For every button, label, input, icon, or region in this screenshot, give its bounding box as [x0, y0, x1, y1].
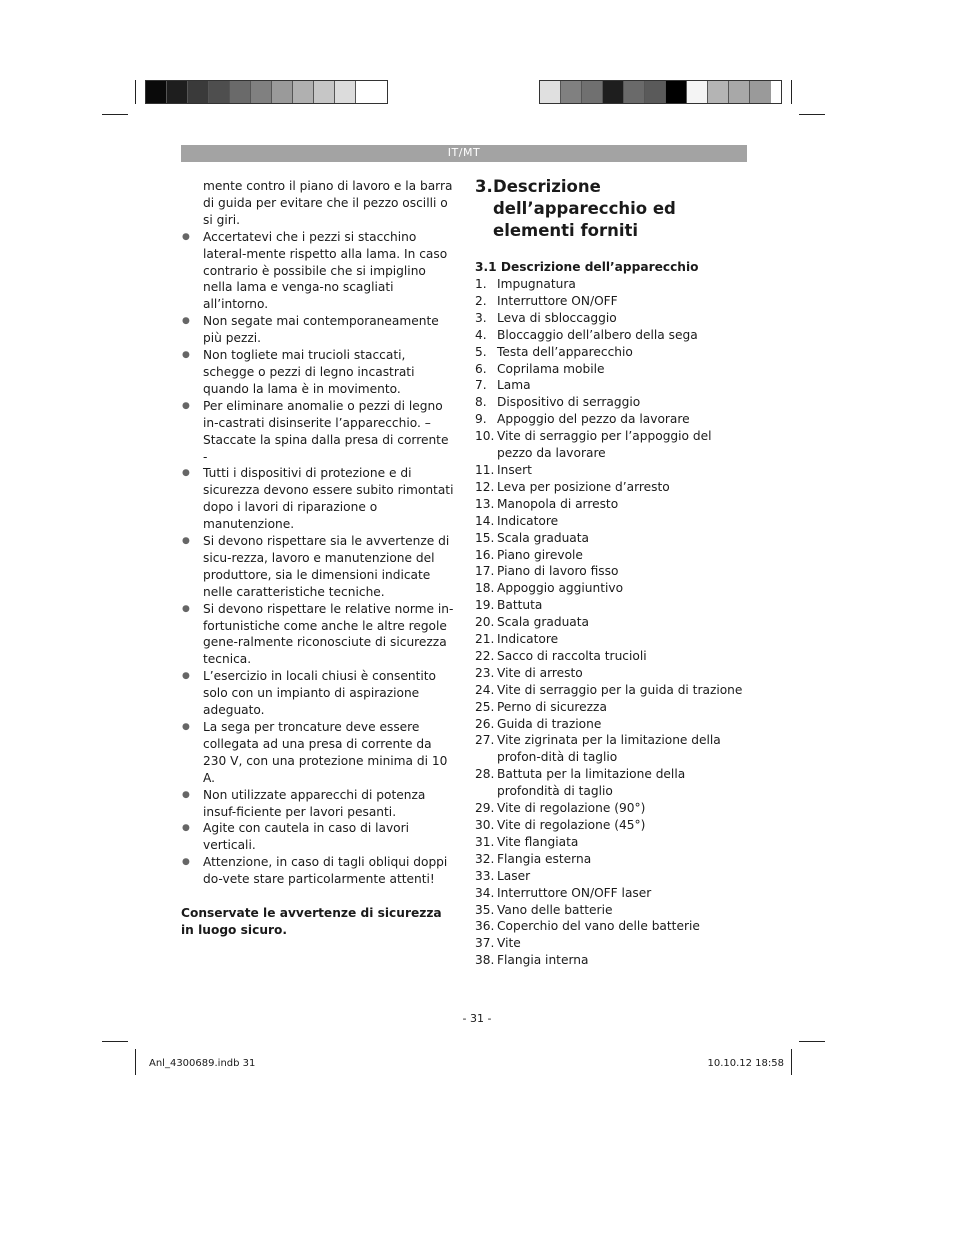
part-label: Vano delle batterie — [497, 902, 613, 917]
part-number: 9. — [475, 412, 487, 427]
parts-list-item — [475, 547, 750, 564]
parts-list-item — [475, 885, 750, 902]
part-number: 36. — [475, 919, 495, 934]
crop-mark — [135, 1049, 136, 1075]
part-label: Impugnatura — [497, 277, 576, 291]
file-info: Anl_4300689.indb 31 — [149, 1058, 256, 1069]
color-swatch — [582, 81, 603, 103]
parts-list-item — [475, 513, 750, 530]
part-number: 12. — [475, 479, 495, 494]
safety-bullet-item — [181, 313, 456, 347]
section-title: Descrizione dell’apparecchio ed elementi forniti — [493, 177, 676, 240]
color-calibration-bar-right — [539, 80, 782, 104]
language-code: IT/MT — [447, 146, 481, 159]
part-number: 27. — [475, 733, 495, 748]
crop-mark — [102, 114, 128, 115]
part-number: 2. — [475, 293, 487, 308]
part-label: Indicatore — [497, 632, 559, 647]
color-swatch — [750, 81, 771, 103]
safety-bullet-item — [181, 465, 456, 533]
parts-list-item — [475, 496, 750, 513]
part-number: 4. — [475, 327, 487, 342]
color-swatch — [561, 81, 582, 103]
part-label: Vite zigrinata per la limitazione della profon-dità di taglio — [497, 733, 721, 765]
part-label: Coprilama mobile — [497, 361, 605, 376]
safety-bullet-item — [181, 719, 456, 787]
part-label: Interruttore ON/OFF laser — [497, 885, 652, 900]
part-label: Vite di regolazione (90°) — [497, 801, 646, 816]
parts-list-item — [475, 817, 750, 834]
part-label: Appoggio aggiuntivo — [497, 581, 624, 596]
parts-list-item — [475, 462, 750, 479]
color-swatch — [335, 81, 356, 103]
parts-list-item — [475, 952, 750, 969]
parts-list-item — [475, 428, 750, 462]
bullet-icon: ● — [182, 671, 190, 682]
part-number: 26. — [475, 716, 495, 731]
part-number: 22. — [475, 648, 495, 663]
part-number: 13. — [475, 496, 495, 511]
parts-list-item — [475, 276, 750, 293]
parts-list-item — [475, 732, 750, 766]
crop-mark — [135, 80, 136, 104]
part-label: Scala graduata — [497, 615, 590, 630]
color-swatch — [729, 81, 750, 103]
part-number: 23. — [475, 665, 495, 680]
color-calibration-bar-left — [145, 80, 388, 104]
part-label: Battuta per la limitazione della profondità di taglio — [497, 767, 686, 799]
color-swatch — [230, 81, 251, 103]
part-number: 33. — [475, 868, 495, 883]
part-number: 6. — [475, 361, 487, 376]
color-swatch — [209, 81, 230, 103]
parts-list-item — [475, 563, 750, 580]
bullet-text: Si devono rispettare sia le avvertenze di sicu-rezza, lavoro e manutenzione del produttore, sia le dimensioni indicate nelle caratteristiche tecniche. — [203, 534, 450, 599]
part-number: 19. — [475, 598, 495, 613]
safety-bullet-item — [181, 668, 456, 719]
parts-list-item — [475, 631, 750, 648]
section-heading — [475, 176, 750, 242]
keep-instructions-note: Conservate le avvertenze di sicurezza in luogo sicuro. — [181, 906, 442, 937]
color-swatch — [624, 81, 645, 103]
color-swatch — [146, 81, 167, 103]
color-swatch — [167, 81, 188, 103]
parts-list-item — [475, 293, 750, 310]
color-swatch — [293, 81, 314, 103]
parts-list-item — [475, 902, 750, 919]
continued-text: mente contro il piano di lavoro e la barra di guida per evitare che il pezzo oscilli o si giri. — [203, 179, 453, 227]
parts-list-item — [475, 597, 750, 614]
safety-bullet-item — [181, 787, 456, 821]
bullet-icon: ● — [182, 789, 190, 800]
safety-bullet-item — [181, 229, 456, 314]
safety-bullet-list — [181, 229, 456, 888]
part-label: Insert — [497, 462, 532, 477]
parts-list-item — [475, 377, 750, 394]
part-label: Battuta — [497, 598, 543, 613]
part-number: 14. — [475, 513, 495, 528]
color-swatch — [666, 81, 687, 103]
bullet-text: Attenzione, in caso di tagli obliqui doppi do-vete stare particolarmente attenti! — [203, 855, 448, 887]
part-label: Lama — [497, 378, 531, 393]
part-label: Perno di sicurezza — [497, 699, 607, 714]
color-swatch — [356, 81, 377, 103]
crop-mark — [791, 1049, 792, 1075]
part-label: Vite di serraggio per la guida di trazione — [497, 682, 743, 697]
part-label: Testa dell’apparecchio — [497, 344, 633, 359]
part-label: Sacco di raccolta trucioli — [497, 648, 647, 663]
page-number: - 31 - — [462, 1012, 492, 1025]
language-header-band — [181, 145, 747, 162]
part-label: Dispositivo di serraggio — [497, 395, 641, 410]
bullet-icon: ● — [182, 468, 190, 479]
part-number: 7. — [475, 378, 487, 393]
part-label: Interruttore ON/OFF — [497, 293, 618, 308]
part-label: Vite — [497, 936, 521, 951]
safety-bullet-item — [181, 347, 456, 398]
parts-list-item — [475, 800, 750, 817]
part-number: 38. — [475, 953, 495, 968]
parts-list-item — [475, 310, 750, 327]
parts-list-item — [475, 851, 750, 868]
color-swatch — [603, 81, 624, 103]
bullet-icon: ● — [182, 603, 190, 614]
bullet-text: Per eliminare anomalie o pezzi di legno in-castrati disinserite l’apparecchio. – Staccate la spina dalla presa di corrente - — [203, 398, 449, 464]
part-label: Vite flangiata — [497, 834, 579, 849]
part-label: Piano di lavoro fisso — [497, 564, 619, 579]
color-swatch — [188, 81, 209, 103]
bullet-text: Non segate mai contemporaneamente più pezzi. — [203, 314, 439, 346]
part-number: 32. — [475, 851, 495, 866]
part-number: 15. — [475, 530, 495, 545]
crop-mark — [791, 80, 792, 104]
parts-list-item — [475, 394, 750, 411]
parts-list-item — [475, 479, 750, 496]
bullet-icon: ● — [182, 400, 190, 411]
parts-list-item — [475, 665, 750, 682]
parts-list-item — [475, 699, 750, 716]
part-label: Piano girevole — [497, 547, 583, 562]
part-label: Indicatore — [497, 513, 559, 528]
parts-list-item — [475, 411, 750, 428]
safety-bullet-item — [181, 820, 456, 854]
part-label: Coperchio del vano delle batterie — [497, 919, 700, 934]
part-number: 21. — [475, 632, 495, 647]
bullet-icon: ● — [182, 316, 190, 327]
color-swatch — [645, 81, 666, 103]
part-label: Vite di serraggio per l’appoggio del pezzo da lavorare — [497, 429, 712, 461]
part-number: 11. — [475, 462, 495, 477]
part-number: 18. — [475, 581, 495, 596]
part-label: Scala graduata — [497, 530, 590, 545]
part-number: 35. — [475, 902, 495, 917]
safety-bullet-item — [181, 601, 456, 669]
parts-list-item — [475, 834, 750, 851]
parts-list-item — [475, 648, 750, 665]
parts-list-item — [475, 766, 750, 800]
safety-bullet-item — [181, 398, 456, 466]
crop-mark — [799, 1041, 825, 1042]
crop-mark — [799, 114, 825, 115]
bullet-text: Accertatevi che i pezzi si stacchino lateral-mente rispetto alla lama. In caso contrario è possibile che si impiglino nella lama e venga-no scagliati all’intorno. — [203, 229, 448, 312]
bullet-icon: ● — [182, 536, 190, 547]
part-number: 31. — [475, 834, 495, 849]
part-number: 17. — [475, 564, 495, 579]
part-label: Flangia esterna — [497, 851, 592, 866]
bullet-text: Si devono rispettare le relative norme in-fortunistiche come anche le altre regole gene-ralmente riconosciute di sicurezza tecnica. — [203, 601, 454, 667]
parts-list-item — [475, 868, 750, 885]
bullet-icon: ● — [182, 722, 190, 732]
part-label: Guida di trazione — [497, 716, 602, 731]
bullet-icon: ● — [182, 823, 190, 834]
bullet-text: Tutti i dispositivi di protezione e di sicurezza devono essere subito rimontati dopo i lavori di riparazione o manutenzione. — [203, 466, 454, 532]
bullet-text: L’esercizio in locali chiusi è consentito solo con un impianto di aspirazione adeguato. — [203, 669, 436, 718]
color-swatch — [314, 81, 335, 103]
parts-list-item — [475, 580, 750, 597]
part-label: Laser — [497, 868, 531, 883]
color-swatch — [540, 81, 561, 103]
subsection-heading: 3.1 Descrizione dell’apparecchio — [475, 260, 699, 274]
parts-list-item — [475, 327, 750, 344]
part-number: 24. — [475, 682, 495, 697]
part-number: 3. — [475, 310, 487, 325]
crop-mark — [102, 1041, 128, 1042]
part-number: 25. — [475, 699, 495, 714]
color-swatch — [708, 81, 729, 103]
part-number: 1. — [475, 277, 487, 291]
bullet-icon: ● — [182, 231, 190, 242]
part-label: Bloccaggio dell’albero della sega — [497, 327, 698, 342]
part-label: Leva di sbloccaggio — [497, 310, 617, 325]
bullet-text: La sega per troncature deve essere collegata ad una presa di corrente da 230 V, con una protezione minima di 10 A. — [203, 720, 448, 785]
section-number: 3. — [475, 177, 493, 196]
safety-bullet-item — [181, 533, 456, 601]
color-swatch — [272, 81, 293, 103]
parts-list-item — [475, 361, 750, 378]
parts-list — [475, 276, 750, 969]
part-number: 20. — [475, 615, 495, 630]
color-swatch — [251, 81, 272, 103]
part-label: Appoggio del pezzo da lavorare — [497, 412, 690, 427]
parts-list-item — [475, 716, 750, 733]
part-number: 34. — [475, 885, 495, 900]
color-swatch — [687, 81, 708, 103]
part-number: 10. — [475, 429, 495, 444]
part-label: Vite di arresto — [497, 665, 583, 680]
part-number: 8. — [475, 395, 487, 410]
parts-list-item — [475, 935, 750, 952]
print-date: 10.10.12 18:58 — [707, 1058, 784, 1069]
bullet-icon: ● — [182, 857, 190, 868]
part-number: 30. — [475, 818, 495, 832]
parts-list-item — [475, 530, 750, 547]
bullet-text: Non togliete mai trucioli staccati, schegge o pezzi di legno incastrati quando la lama è in movimento. — [203, 348, 415, 396]
part-label: Manopola di arresto — [497, 496, 619, 511]
part-number: 16. — [475, 547, 495, 562]
part-label: Leva per posizione d’arresto — [497, 479, 670, 494]
device-description-column — [475, 176, 750, 969]
bullet-text: Non utilizzate apparecchi di potenza insuf-ficiente per lavori pesanti. — [203, 787, 426, 819]
parts-list-item — [475, 614, 750, 631]
part-label: Vite di regolazione (45°) — [497, 818, 646, 832]
safety-instructions-column — [181, 178, 456, 939]
parts-list-item — [475, 918, 750, 935]
part-number: 37. — [475, 936, 495, 951]
parts-list-item — [475, 344, 750, 361]
bullet-text: Agite con cautela in caso di lavori verticali. — [203, 821, 410, 853]
part-number: 29. — [475, 801, 495, 816]
part-number: 28. — [475, 767, 495, 782]
bullet-icon: ● — [182, 350, 190, 361]
part-number: 5. — [475, 344, 487, 359]
safety-bullet-item — [181, 854, 456, 888]
parts-list-item — [475, 682, 750, 699]
part-label: Flangia interna — [497, 953, 589, 968]
